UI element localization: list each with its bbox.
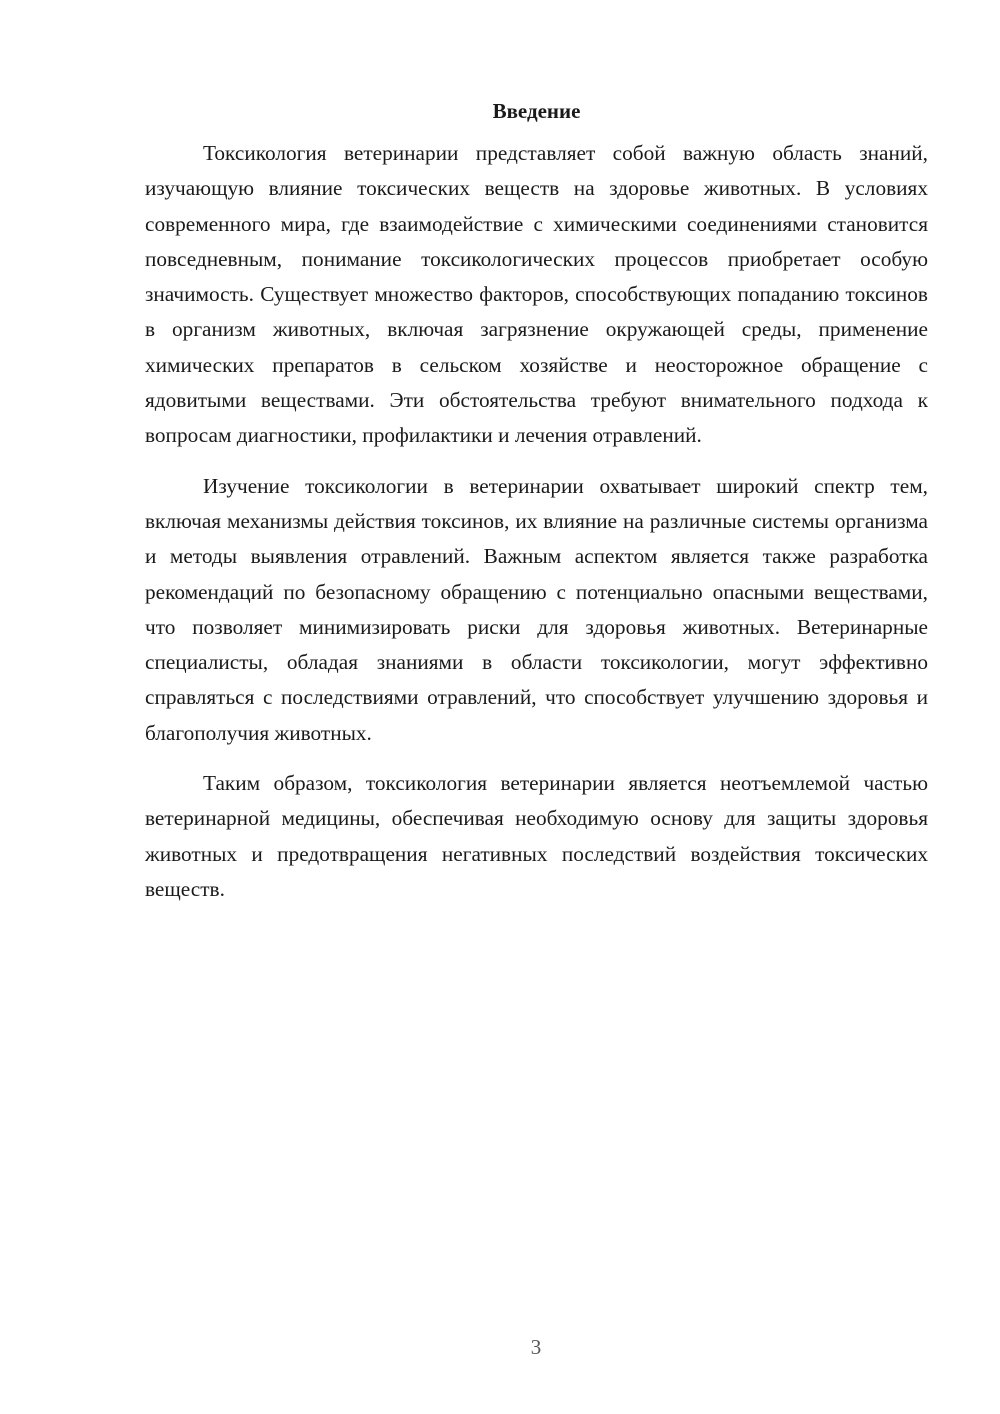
paragraph-3: Таким образом, токсикология ветеринарии является неотъемлемой частью ветеринарной медицины, обеспечивая необходимую основу для защиты здоровья животных и предотвращения негативных последствий воздействия токсических веществ.: [145, 771, 928, 901]
paragraph-1: Токсикология ветеринарии представляет собой важную область знаний, изучающую влияние токсических веществ на здоровье животных. В условиях современного мира, где взаимодействие с химическими соединениями становится повседневным, понимание токсикологических процессов приобретает особую значимость. Существует множество факторов, способствующих попаданию токсинов в организм животных, включая загрязнение окружающей среды, применение химических препаратов в сельском хозяйстве и неосторожное обращение с ядовитыми веществами. Эти обстоятельства требуют внимательного подхода к вопросам диагностики, профилактики и лечения отравлений.: [145, 141, 928, 448]
page-content: [145, 96, 928, 907]
page-number: 3: [530, 1335, 542, 1359]
paragraph-2: Изучение токсикологии в ветеринарии охватывает широкий спектр тем, включая механизмы действия токсинов, их влияние на различные системы организма и методы выявления отравлений. Важным аспектом является также разработка рекомендаций по безопасному обращению с потенциально опасными веществами, что позволяет минимизировать риски для здоровья животных. Ветеринарные специалисты, обладая знаниями в области токсикологии, могут эффективно справляться с последствиями отравлений, что способствует улучшению здоровья и благополучия животных.: [145, 473, 928, 745]
section-title: Введение: [492, 99, 581, 123]
